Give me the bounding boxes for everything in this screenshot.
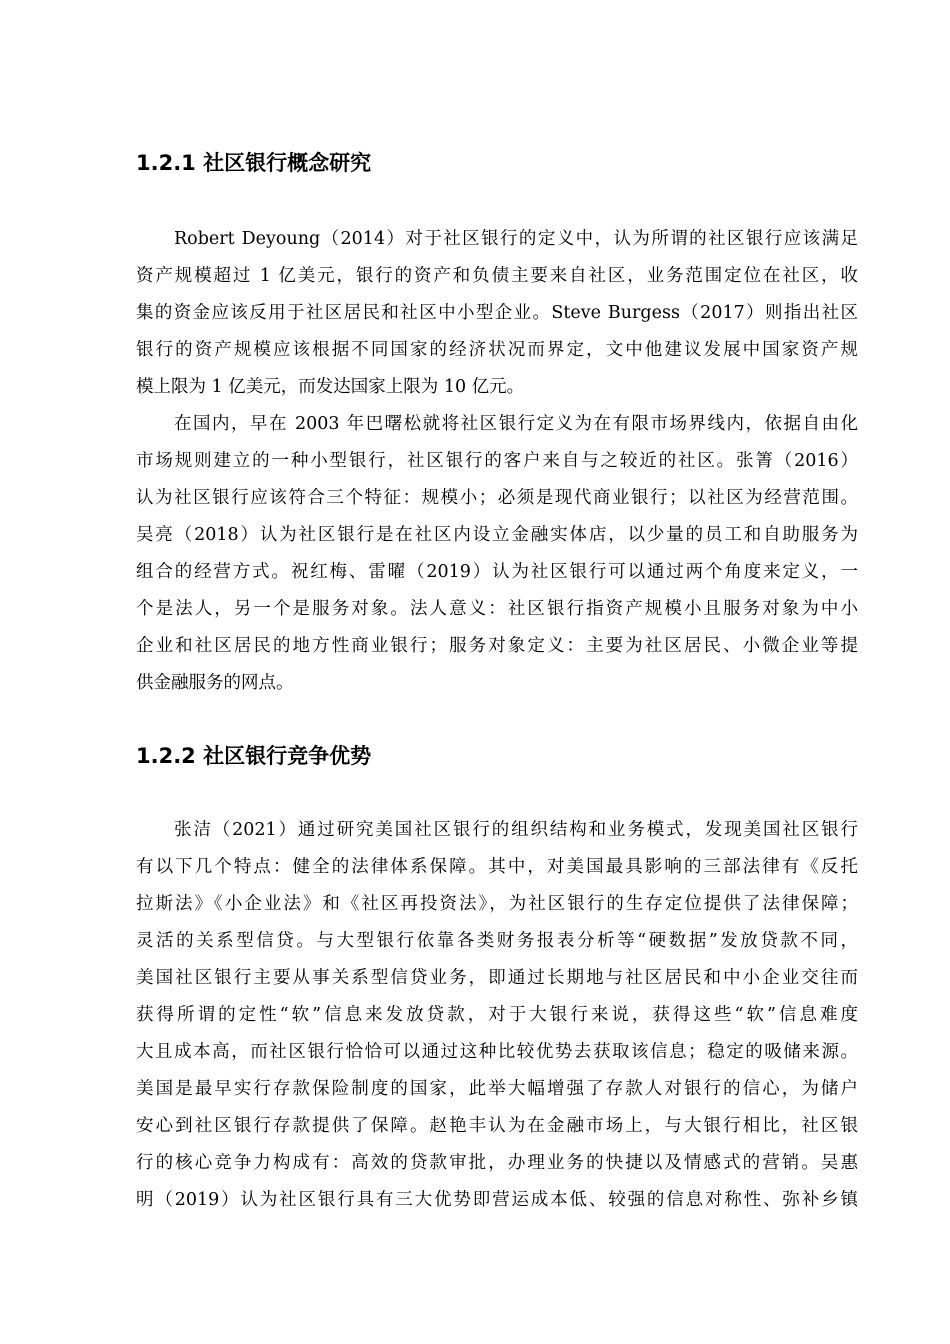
text-line: 市场规则建立的一种小型银行，社区银行的客户来自与之较近的社区。张箐（2016）	[136, 451, 858, 471]
section-heading: 1.2.2 社区银行竞争优势	[136, 744, 372, 768]
text-line: 有以下几个特点：健全的法律体系保障。其中，对美国最具影响的三部法律有《反托	[136, 857, 858, 877]
text-line: 银行的资产规模应该根据不同国家的经济状况而界定，文中他建议发展中国家资产规	[136, 340, 858, 360]
section-heading: 1.2.1 社区银行概念研究	[136, 151, 372, 175]
text-line: 明（2019）认为社区银行具有三大优势即营运成本低、较强的信息对称性、弥补乡镇	[136, 1190, 858, 1210]
text-line: 集的资金应该反用于社区居民和社区中小型企业。Steve Burgess（2017）则指出社区	[136, 303, 858, 323]
text-line: 资产规模超过 1 亿美元，银行的资产和负债主要来自社区，业务范围定位在社区，收	[136, 266, 858, 286]
text-line: 企业和社区居民的地方性商业银行；服务对象定义：主要为社区居民、小微企业等提	[136, 636, 858, 656]
text-line: 认为社区银行应该符合三个特征：规模小；必须是现代商业银行；以社区为经营范围。	[136, 488, 858, 508]
text-line: 美国社区银行主要从事关系型信贷业务，即通过长期地与社区居民和中小企业交往而	[136, 968, 858, 988]
text-line: 个是法人，另一个是服务对象。法人意义：社区银行指资产规模小且服务对象为中小	[136, 599, 858, 619]
paragraph	[136, 221, 858, 406]
text-line: 张洁（2021）通过研究美国社区银行的组织结构和业务模式，发现美国社区银行	[174, 820, 858, 840]
text-line: 供金融服务的网点。	[136, 673, 294, 693]
text-line: 组合的经营方式。祝红梅、雷曜（2019）认为社区银行可以通过两个角度来定义，一	[136, 562, 858, 582]
paragraph	[136, 812, 858, 1219]
text-line: 灵活的关系型信贷。与大型银行依靠各类财务报表分析等“硬数据”发放贷款不同，	[136, 931, 858, 951]
text-line: 行的核心竞争力构成有：高效的贷款审批，办理业务的快捷以及情感式的营销。吴惠	[136, 1153, 858, 1173]
text-line: Robert Deyoung（2014）对于社区银行的定义中，认为所谓的社区银行应该满足	[174, 229, 858, 249]
paragraph	[136, 406, 858, 702]
text-line: 安心到社区银行存款提供了保障。赵艳丰认为在金融市场上，与大银行相比，社区银	[136, 1116, 858, 1136]
text-line: 模上限为 1 亿美元，而发达国家上限为 10 亿元。	[136, 377, 525, 397]
text-line: 美国是最早实行存款保险制度的国家，此举大幅增强了存款人对银行的信心，为储户	[136, 1079, 858, 1099]
text-line: 大且成本高，而社区银行恰恰可以通过这种比较优势去获取该信息；稳定的吸储来源。	[136, 1042, 858, 1062]
text-line: 获得所谓的定性“软”信息来发放贷款，对于大银行来说，获得这些“软”信息难度	[136, 1005, 858, 1025]
text-line: 在国内，早在 2003 年巴曙松就将社区银行定义为在有限市场界线内，依据自由化	[174, 414, 858, 434]
text-line: 吴亮（2018）认为社区银行是在社区内设立金融实体店，以少量的员工和自助服务为	[136, 525, 858, 545]
text-line: 拉斯法》《小企业法》和《社区再投资法》，为社区银行的生存定位提供了法律保障；	[136, 894, 858, 914]
